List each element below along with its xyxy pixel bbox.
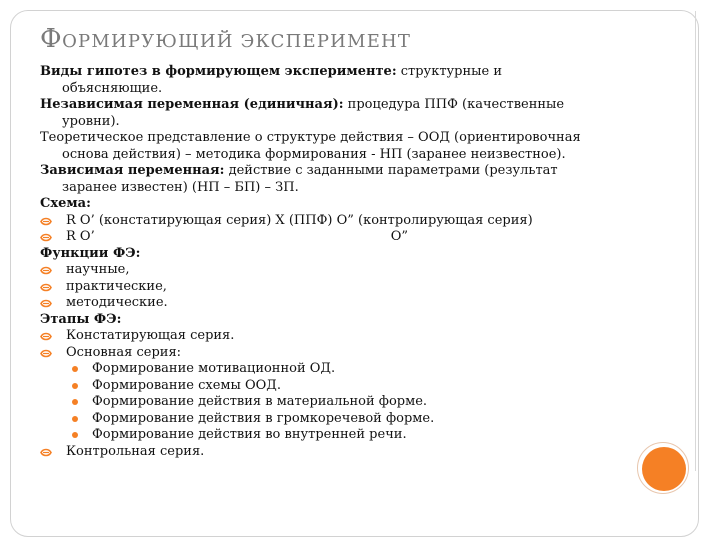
list-item: R O’ (констатирующая серия) X (ППФ) O” (контролирующая серия) [40, 213, 640, 230]
sub-list-item: Формирование действия во внутренней речи. [40, 427, 640, 444]
sub-list-item: Формирование мотивационной ОД. [40, 361, 640, 378]
orange-leaf-icon [40, 299, 52, 308]
orange-dot-icon [72, 416, 78, 422]
hypothesis-line: Виды гипотез в формирующем эксперименте: структурные и [40, 64, 502, 79]
sub-list-item: Формирование действия в материальной форме. [40, 394, 640, 411]
orange-dot-icon [72, 383, 78, 389]
list-item: Контрольная серия. [40, 444, 640, 461]
hypothesis-line-cont: объясняющие. [62, 80, 163, 96]
orange-leaf-icon [40, 332, 52, 341]
theory-line: Теоретическое представление о структуре действия – ООД (ориентировочная [40, 130, 581, 145]
title-rest: ОРМИРУЮЩИЙ ЭКСПЕРИМЕНТ [62, 31, 412, 52]
dependent-var-line: Зависимая переменная: действие с заданными параметрами (результат [40, 163, 558, 178]
list-item: научные, [40, 262, 640, 279]
orange-dot-icon [72, 399, 78, 405]
list-item: Констатирующая серия. [40, 328, 640, 345]
list-item: методические. [40, 295, 640, 312]
dependent-var-line-cont: заранее известен) (НП – БП) – ЗП. [62, 179, 299, 195]
orange-leaf-icon [40, 349, 52, 358]
list-item: R O’ O” [40, 229, 640, 246]
orange-dot-icon [72, 432, 78, 438]
theory-line-cont: основа действия) – методика формирования - НП (заранее неизвестное). [62, 146, 566, 162]
list-item: практические, [40, 279, 640, 296]
orange-leaf-icon [40, 448, 52, 457]
independent-var-line: Независимая переменная (единичная): процедура ППФ (качественные [40, 97, 565, 112]
sub-list-item: Формирование действия в громкоречевой форме. [40, 411, 640, 428]
orange-leaf-icon [40, 217, 52, 226]
orange-dot-icon [72, 366, 78, 372]
list-item: Основная серия: [40, 345, 640, 362]
orange-leaf-icon [40, 266, 52, 275]
right-divider-line [695, 11, 696, 471]
orange-leaf-icon [40, 283, 52, 292]
slide-body [40, 64, 640, 460]
independent-var-line-cont: уровни). [62, 113, 120, 129]
stages-heading: Этапы ФЭ: [40, 311, 122, 327]
orange-circle-icon [642, 447, 686, 491]
orange-leaf-icon [40, 233, 52, 242]
slide-title [40, 24, 411, 54]
sub-list-item: Формирование схемы ООД. [40, 378, 640, 395]
title-first-letter: Ф [40, 24, 63, 54]
functions-heading: Функции ФЭ: [40, 245, 141, 261]
schema-heading: Схема: [40, 196, 91, 211]
